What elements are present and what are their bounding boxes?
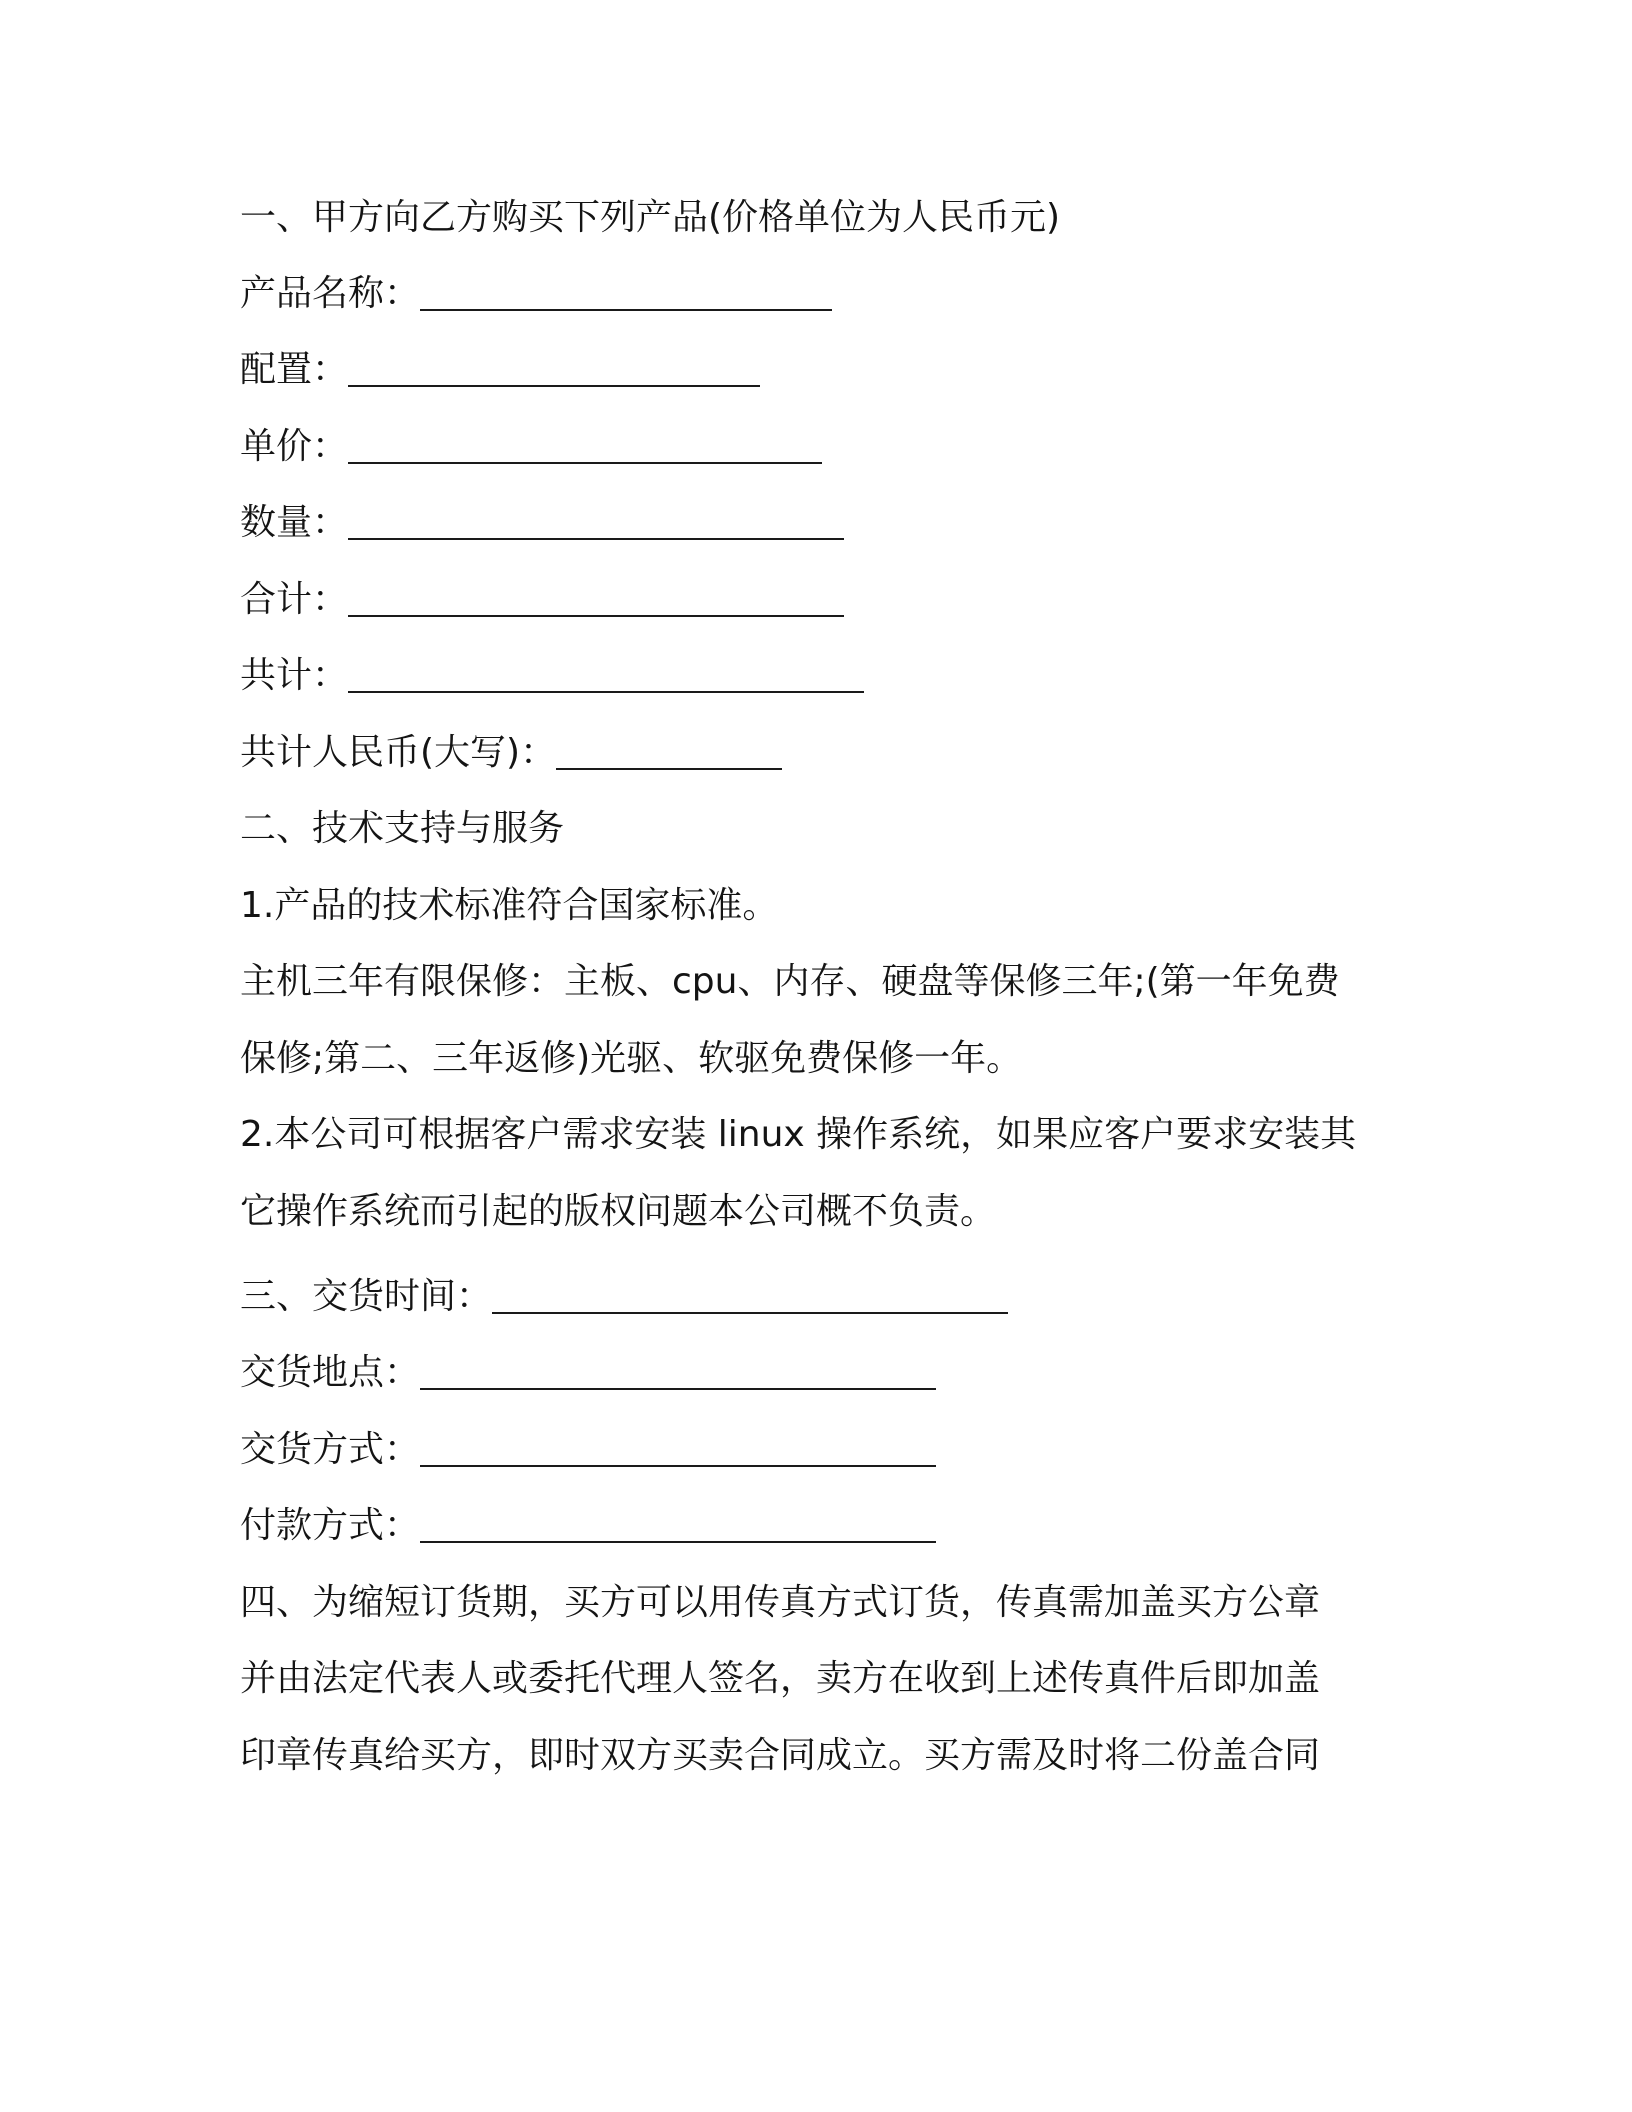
fill-blank (348, 576, 844, 624)
fill-blank (492, 1273, 1008, 1321)
field-total-rmb-capital (240, 729, 782, 777)
field-label: 产品名称： (240, 273, 421, 314)
fill-blank (348, 652, 864, 700)
fill-blank (420, 1349, 936, 1397)
field-label: 共计人民币(大写)： (240, 732, 557, 773)
section-2-heading: 二、技术支持与服务 (240, 808, 565, 849)
field-product-name (240, 270, 832, 318)
field-label: 交货方式： (240, 1429, 421, 1470)
paragraph-line: 1.产品的技术标准符合国家标准。 (240, 885, 779, 926)
fill-blank (348, 423, 822, 471)
paragraph-line: 并由法定代表人或委托代理人签名，卖方在收到上述传真件后即加盖 (240, 1658, 1321, 1699)
field-delivery-method (240, 1426, 936, 1474)
field-label: 单价： (240, 426, 349, 467)
field-label: 配置： (240, 349, 349, 390)
fill-blank (556, 729, 782, 777)
fill-blank (348, 499, 844, 547)
field-label: 合计： (240, 579, 349, 620)
section-4-line: 四、为缩短订货期，买方可以用传真方式订货，传真需加盖买方公章 (240, 1582, 1321, 1623)
paragraph-line: 主机三年有限保修：主板、cpu、内存、硬盘等保修三年;(第一年免费 (240, 961, 1340, 1002)
field-total (240, 652, 864, 700)
paragraph-line: 保修;第二、三年返修)光驱、软驱免费保修一年。 (240, 1038, 1023, 1079)
fill-blank (420, 1502, 936, 1550)
field-label: 三、交货时间： (240, 1276, 493, 1317)
field-delivery-place (240, 1349, 936, 1397)
field-quantity (240, 499, 844, 547)
paragraph-line: 它操作系统而引起的版权问题本公司概不负责。 (240, 1191, 997, 1232)
field-label: 共计： (240, 655, 349, 696)
field-subtotal (240, 576, 844, 624)
field-configuration (240, 346, 760, 394)
paragraph-line: 印章传真给买方，即时双方买卖合同成立。买方需及时将二份盖合同 (240, 1735, 1321, 1776)
fill-blank (348, 346, 760, 394)
paragraph-line: 2.本公司可根据客户需求安装 linux 操作系统，如果应客户要求安装其 (240, 1114, 1357, 1155)
field-label: 数量： (240, 502, 349, 543)
section-1-heading: 一、甲方向乙方购买下列产品(价格单位为人民币元) (240, 197, 1061, 238)
fill-blank (420, 270, 832, 318)
field-unit-price (240, 423, 822, 471)
field-label: 付款方式： (240, 1505, 421, 1546)
field-payment-method (240, 1502, 936, 1550)
fill-blank (420, 1426, 936, 1474)
field-delivery-time (240, 1273, 1008, 1321)
field-label: 交货地点： (240, 1352, 421, 1393)
